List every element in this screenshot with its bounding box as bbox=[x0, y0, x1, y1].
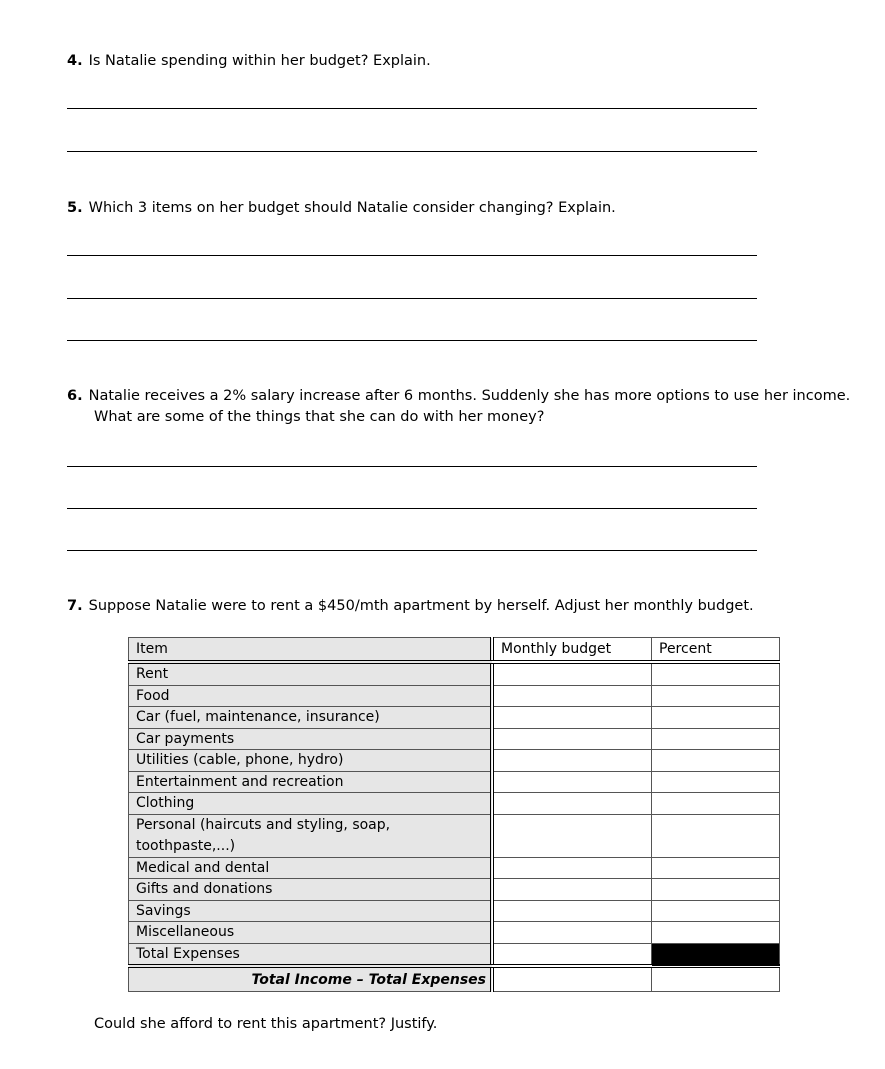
row-label-savings: Savings bbox=[129, 900, 493, 922]
table-row bbox=[129, 707, 780, 729]
percent-input[interactable] bbox=[652, 922, 780, 944]
budget-input[interactable] bbox=[492, 879, 652, 901]
percent-input[interactable] bbox=[652, 879, 780, 901]
difference-percent-input[interactable] bbox=[652, 966, 780, 992]
answer-line[interactable] bbox=[67, 340, 757, 341]
row-label-medical: Medical and dental bbox=[129, 857, 493, 879]
question-number: 6. bbox=[67, 388, 83, 404]
row-label-income-minus-expenses: Total Income – Total Expenses bbox=[129, 966, 493, 992]
row-label-gifts: Gifts and donations bbox=[129, 879, 493, 901]
table-row bbox=[129, 750, 780, 772]
total-budget-input[interactable] bbox=[492, 943, 652, 966]
row-label-miscellaneous: Miscellaneous bbox=[129, 922, 493, 944]
budget-input[interactable] bbox=[492, 662, 652, 685]
table-row bbox=[129, 900, 780, 922]
budget-input[interactable] bbox=[492, 685, 652, 707]
percent-input[interactable] bbox=[652, 793, 780, 815]
row-label-clothing: Clothing bbox=[129, 793, 493, 815]
percent-input[interactable] bbox=[652, 857, 780, 879]
table-row bbox=[129, 793, 780, 815]
question-number: 7. bbox=[67, 598, 83, 614]
table-row bbox=[129, 814, 780, 857]
table-row bbox=[129, 922, 780, 944]
answer-line[interactable] bbox=[67, 508, 757, 509]
row-label-personal: Personal (haircuts and styling, soap, toothpaste,...) bbox=[129, 814, 493, 857]
answer-line[interactable] bbox=[67, 550, 757, 551]
answer-line[interactable] bbox=[67, 108, 757, 109]
difference-budget-input[interactable] bbox=[492, 966, 652, 992]
table-row bbox=[129, 728, 780, 750]
question-text: Which 3 items on her budget should Natalie consider changing? Explain. bbox=[88, 200, 616, 216]
answer-line[interactable] bbox=[67, 151, 757, 152]
budget-input[interactable] bbox=[492, 857, 652, 879]
budget-input[interactable] bbox=[492, 750, 652, 772]
table-row bbox=[129, 771, 780, 793]
percent-input[interactable] bbox=[652, 707, 780, 729]
row-label-car-payments: Car payments bbox=[129, 728, 493, 750]
row-label-entertainment: Entertainment and recreation bbox=[129, 771, 493, 793]
percent-input[interactable] bbox=[652, 662, 780, 685]
question-7 bbox=[67, 596, 754, 617]
followup-question: Could she afford to rent this apartment? Justify. bbox=[94, 1016, 438, 1032]
percent-input[interactable] bbox=[652, 685, 780, 707]
percent-input[interactable] bbox=[652, 771, 780, 793]
blacked-out-cell bbox=[652, 943, 780, 966]
table-row bbox=[129, 662, 780, 685]
question-text: Suppose Natalie were to rent a $450/mth apartment by herself. Adjust her monthly budget. bbox=[88, 598, 754, 614]
question-text-line-1: Natalie receives a 2% salary increase after 6 months. Suddenly she has more options to use her income. bbox=[88, 388, 851, 404]
percent-input[interactable] bbox=[652, 814, 780, 857]
table-row bbox=[129, 685, 780, 707]
answer-line[interactable] bbox=[67, 255, 757, 256]
budget-table bbox=[128, 637, 780, 992]
answer-line[interactable] bbox=[67, 466, 757, 467]
budget-input[interactable] bbox=[492, 814, 652, 857]
table-row bbox=[129, 857, 780, 879]
percent-input[interactable] bbox=[652, 728, 780, 750]
income-minus-expenses-row bbox=[129, 966, 780, 992]
total-expenses-row bbox=[129, 943, 780, 966]
question-5 bbox=[67, 198, 616, 219]
budget-input[interactable] bbox=[492, 707, 652, 729]
budget-input[interactable] bbox=[492, 728, 652, 750]
header-item: Item bbox=[129, 638, 493, 663]
row-label-car: Car (fuel, maintenance, insurance) bbox=[129, 707, 493, 729]
question-text: Is Natalie spending within her budget? Explain. bbox=[88, 53, 431, 69]
percent-input[interactable] bbox=[652, 750, 780, 772]
percent-input[interactable] bbox=[652, 900, 780, 922]
header-percent: Percent bbox=[652, 638, 780, 663]
budget-input[interactable] bbox=[492, 771, 652, 793]
question-text-line-2: What are some of the things that she can do with her money? bbox=[94, 409, 545, 425]
table-header-row bbox=[129, 638, 780, 663]
budget-input[interactable] bbox=[492, 900, 652, 922]
answer-line[interactable] bbox=[67, 298, 757, 299]
row-label-utilities: Utilities (cable, phone, hydro) bbox=[129, 750, 493, 772]
row-label-total-expenses: Total Expenses bbox=[129, 943, 493, 966]
question-number: 4. bbox=[67, 53, 83, 69]
header-monthly-budget: Monthly budget bbox=[492, 638, 652, 663]
budget-input[interactable] bbox=[492, 922, 652, 944]
question-4 bbox=[67, 51, 431, 72]
table-row bbox=[129, 879, 780, 901]
question-6 bbox=[67, 386, 850, 428]
row-label-rent: Rent bbox=[129, 662, 493, 685]
budget-input[interactable] bbox=[492, 793, 652, 815]
question-number: 5. bbox=[67, 200, 83, 216]
row-label-food: Food bbox=[129, 685, 493, 707]
